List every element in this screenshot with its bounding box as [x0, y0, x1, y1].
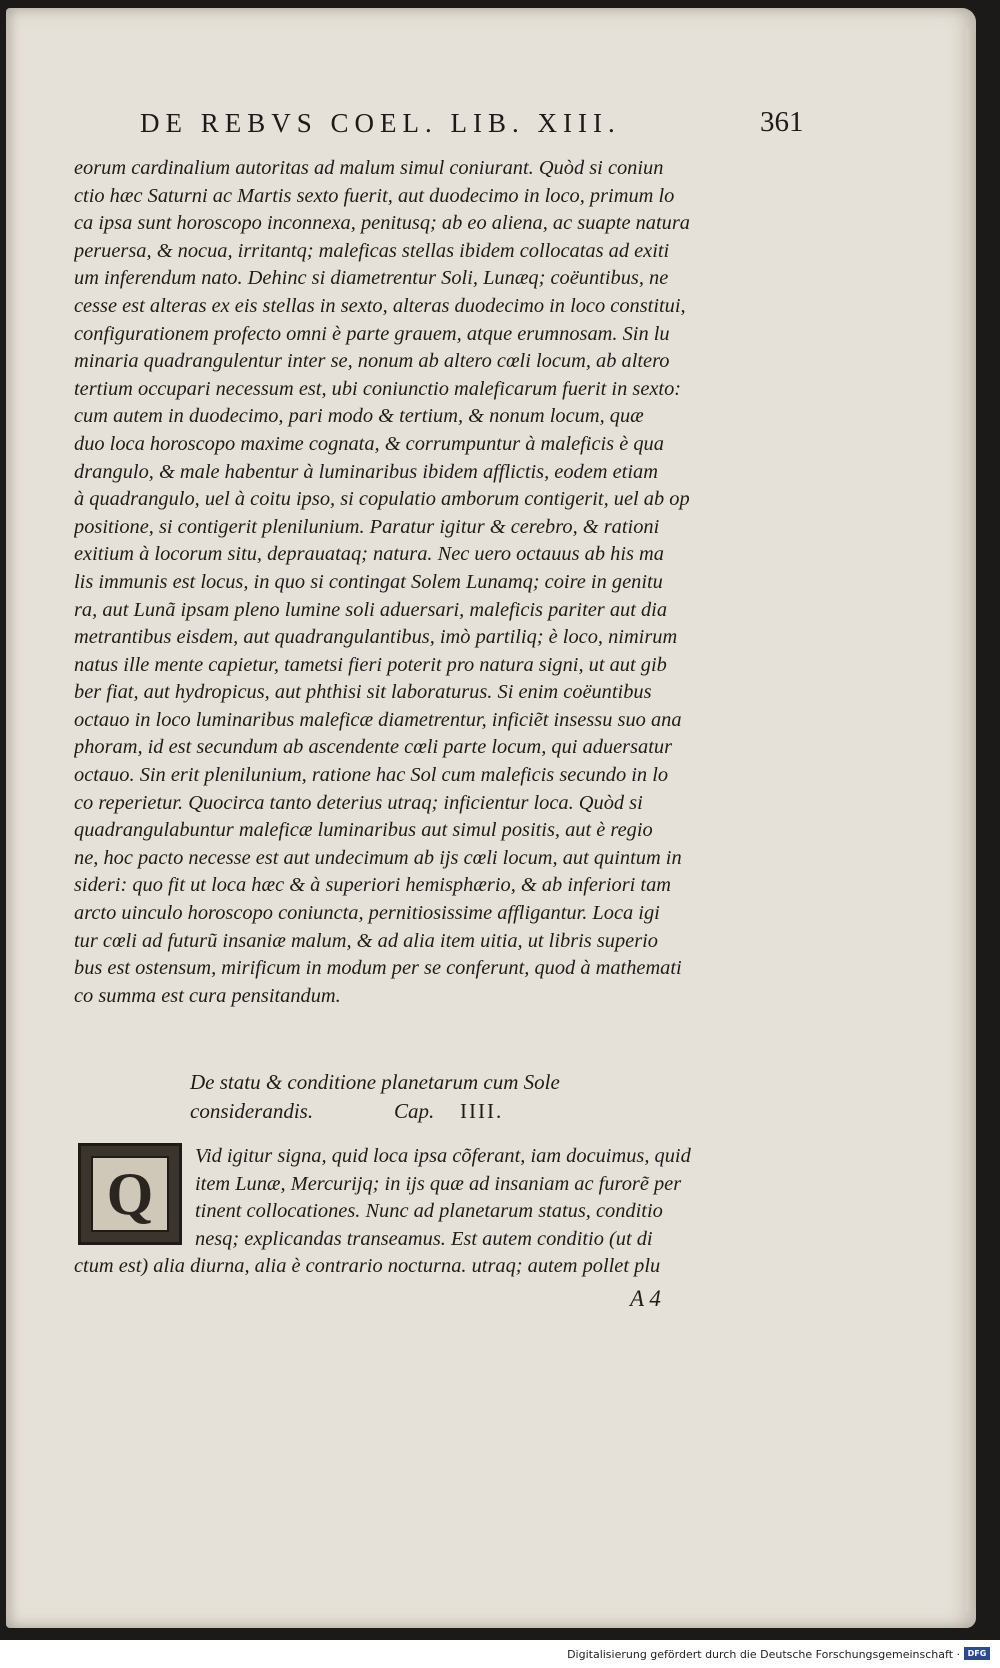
body-line: eorum cardinalium autoritas ad malum simul coniurant. Quòd si coniun	[74, 157, 664, 179]
body-line: co summa est cura pensitandum.	[74, 984, 341, 1007]
footer-bar	[0, 1640, 1000, 1668]
body-line: arcto uinculo horoscopo coniuncta, pernitiosissime affligantur. Loca igi	[74, 902, 660, 925]
chapter-heading-subtitle: considerandis.	[190, 1099, 314, 1123]
body-line: configurationem profecto omni è parte grauem, atque erumnosam. Sin lu	[74, 322, 670, 345]
body-line: co reperietur. Quocirca tanto deterius utraq; inficientur loca. Quòd si	[74, 791, 643, 814]
body-line: octauo. Sin erit plenilunium, ratione hac Sol cum maleficis secundo in lo	[74, 764, 669, 787]
signature-mark: A 4	[630, 1286, 661, 1311]
body-line: um inferendum nato. Dehinc si diametrentur Soli, Lunæq; coëuntibus, ne	[74, 267, 669, 290]
body-line: cesse est alteras ex eis stellas in sexto, alteras duodecimo in loco constitui,	[74, 294, 686, 317]
body-line: bus est ostensum, mirificum in modum per se conferunt, quod à mathemati	[74, 957, 682, 980]
chapter-cap-label: Cap.	[394, 1099, 435, 1123]
body-line: sideri: quo fit ut loca hæc & à superiori hemisphærio, & ab inferiori tam	[74, 874, 671, 897]
chapter-line: tinent collocationes. Nunc ad planetarum status, conditio	[195, 1200, 663, 1223]
decorated-initial-panel	[91, 1156, 169, 1232]
body-line: ra, aut Lunã ipsam pleno lumine soli aduersari, maleficis pariter aut dia	[74, 598, 668, 621]
running-head	[140, 108, 900, 148]
chapter-heading-line-1: De statu & conditione planetarum cum Sole	[190, 1070, 560, 1094]
decorated-initial	[78, 1143, 182, 1245]
chapter-line: nesq; explicandas transeamus. Est autem conditio (ut di	[195, 1227, 653, 1250]
chapter-number: IIII.	[460, 1099, 504, 1123]
body-line: duo loca horoscopo maxime cognata, & corrumpuntur à maleficis è qua	[74, 432, 664, 455]
chapter-line: item Lunæ, Mercurijq; in ijs quæ ad insaniam ac furorẽ per	[195, 1172, 682, 1195]
body-line: tur cœli ad futurũ insaniæ malum, & ad alia item uitia, ut libris superio	[74, 929, 659, 952]
body-line: phoram, id est secundum ab ascendente cœli parte locum, qui aduersatur	[74, 736, 673, 759]
decorated-initial-letter: Q	[106, 1161, 154, 1227]
body-line: cum autem in duodecimo, pari modo & tertium, & nonum locum, quæ	[74, 405, 644, 428]
body-line: lis immunis est locus, in quo si contingat Solem Lunamq; coire in genitu	[74, 570, 663, 593]
body-line: tertium occupari necessum est, ubi coniunctio maleficarum fuerit in sexto:	[74, 377, 682, 400]
body-line: à quadrangulo, uel à coitu ipso, si copulatio amborum contigerit, uel ab op	[74, 488, 690, 511]
chapter-heading	[190, 1068, 690, 1126]
footer-credit: Digitalisierung gefördert durch die Deutsche Forschungsgemeinschaft ·	[567, 1648, 960, 1661]
body-line: quadrangulabuntur maleficæ luminaribus aut simul positis, aut è regio	[74, 819, 653, 842]
body-line: metrantibus eisdem, aut quadrangulantibus, imò partiliq; è loco, nimirum	[74, 626, 678, 649]
body-line: octauo in loco luminaribus maleficæ diametrentur, inficiẽt insessu suo ana	[74, 708, 682, 731]
body-line: peruersa, & nocua, irritantq; maleficas stellas ibidem collocatas ad exiti	[74, 239, 670, 262]
running-head-title: DE REBVS COEL. LIB. XIII.	[140, 108, 621, 138]
chapter-heading-line-2	[190, 1097, 690, 1126]
folio-number: 361	[760, 106, 804, 138]
body-line: ber fiat, aut hydropicus, aut phthisi sit laboraturus. Si enim coëuntibus	[74, 681, 652, 704]
body-line: exitium à locorum situ, deprauataq; natura. Nec uero octauus ab his ma	[74, 543, 664, 566]
dfg-logo: DFG	[964, 1647, 990, 1660]
chapter-line: ctum est) alia diurna, alia è contrario nocturna. utraq; autem pollet plu	[74, 1255, 661, 1278]
body-line: ca ipsa sunt horoscopo inconnexa, penitusq; ab eo aliena, ac suapte natura	[74, 212, 690, 235]
body-line: drangulo, & male habentur à luminaribus ibidem afflictis, eodem etiam	[74, 460, 658, 483]
body-line: minaria quadrangulentur inter se, nonum ab altero cœli locum, ab altero	[74, 350, 670, 373]
body-line: positione, si contigerit plenilunium. Paratur igitur & cerebro, & rationi	[74, 515, 660, 538]
body-line: natus ille mente capietur, tametsi fieri poterit pro natura signi, ut aut gib	[74, 653, 667, 676]
body-line: ne, hoc pacto necesse est aut undecimum ab ijs cœli locum, aut quintum in	[74, 846, 682, 869]
body-line: ctio hæc Saturni ac Martis sexto fuerit, aut duodecimo in loco, primum lo	[74, 184, 675, 207]
chapter-text	[74, 1143, 735, 1281]
page-edge	[966, 28, 976, 1613]
chapter-line: Vid igitur signa, quid loca ipsa cõferant, iam docuimus, quid	[195, 1145, 691, 1167]
body-text	[74, 155, 724, 1010]
